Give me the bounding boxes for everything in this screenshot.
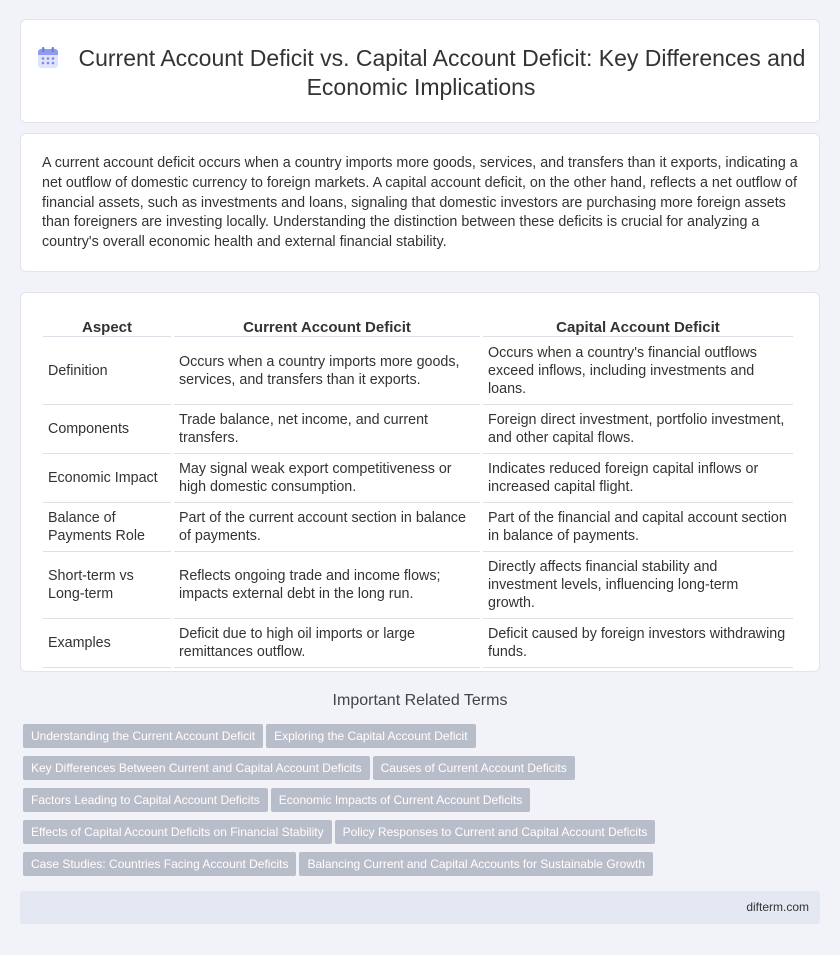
table-row bbox=[43, 454, 793, 503]
cell-aspect: Components bbox=[43, 405, 171, 454]
cell-aspect: Balance of Payments Role bbox=[43, 503, 171, 552]
cell-capital: Occurs when a country's financial outflows exceed inflows, including investments and loans. bbox=[483, 337, 793, 405]
related-term-tag[interactable]: Policy Responses to Current and Capital Account Deficits bbox=[335, 820, 656, 844]
table-header-row bbox=[43, 315, 793, 337]
table-row bbox=[43, 405, 793, 454]
header-capital-account: Capital Account Deficit bbox=[483, 315, 793, 337]
table-row bbox=[43, 619, 793, 668]
header-current-account: Current Account Deficit bbox=[174, 315, 480, 337]
tag-row bbox=[23, 724, 823, 756]
page-title bbox=[21, 44, 821, 102]
cell-aspect: Definition bbox=[43, 337, 171, 405]
tag-row bbox=[23, 756, 823, 788]
footer bbox=[20, 891, 820, 924]
page-title-text: Current Account Deficit vs. Capital Account Deficit: Key Differences and Economic Implications bbox=[78, 45, 806, 100]
calendar-icon bbox=[37, 47, 59, 69]
cell-current: Part of the current account section in balance of payments. bbox=[174, 503, 480, 552]
cell-capital: Part of the financial and capital account section in balance of payments. bbox=[483, 503, 793, 552]
cell-current: Trade balance, net income, and current transfers. bbox=[174, 405, 480, 454]
tag-row bbox=[23, 788, 823, 820]
header-aspect: Aspect bbox=[43, 315, 171, 337]
cell-current: Deficit due to high oil imports or large remittances outflow. bbox=[174, 619, 480, 668]
footer-site-link[interactable]: difterm.com bbox=[746, 900, 809, 914]
related-term-tag[interactable]: Balancing Current and Capital Accounts for Sustainable Growth bbox=[299, 852, 653, 876]
related-term-tag[interactable]: Effects of Capital Account Deficits on Financial Stability bbox=[23, 820, 332, 844]
comparison-table bbox=[40, 315, 796, 668]
related-term-tag[interactable]: Key Differences Between Current and Capital Account Deficits bbox=[23, 756, 370, 780]
comparison-card bbox=[20, 292, 820, 672]
cell-aspect: Economic Impact bbox=[43, 454, 171, 503]
cell-aspect: Examples bbox=[43, 619, 171, 668]
related-terms-title: Important Related Terms bbox=[332, 692, 508, 709]
table-row bbox=[43, 503, 793, 552]
cell-aspect: Short-term vs Long-term bbox=[43, 552, 171, 619]
cell-current: Occurs when a country imports more goods, services, and transfers than it exports. bbox=[174, 337, 480, 405]
cell-current: May signal weak export competitiveness or high domestic consumption. bbox=[174, 454, 480, 503]
cell-capital: Deficit caused by foreign investors withdrawing funds. bbox=[483, 619, 793, 668]
related-term-tag[interactable]: Case Studies: Countries Facing Account Deficits bbox=[23, 852, 296, 876]
title-wrap bbox=[21, 44, 821, 102]
intro-paragraph: A current account deficit occurs when a country imports more goods, services, and transfers than it exports, indicating a net outflow of domestic currency to foreign markets. A capital account deficit, on the other hand, reflects a net outflow of financial assets, such as investments and loans, signaling that domestic investors are purchasing more foreign assets than foreigners are investing locally. Understanding the distinction between these deficits is crucial for analyzing a country's overall economic health and external financial stability. bbox=[42, 155, 798, 251]
tag-row bbox=[23, 820, 823, 852]
intro-card bbox=[20, 133, 820, 272]
related-term-tag[interactable]: Economic Impacts of Current Account Deficits bbox=[271, 788, 530, 812]
table-row bbox=[43, 552, 793, 619]
table-row bbox=[43, 337, 793, 405]
related-terms-list bbox=[23, 724, 823, 884]
related-term-tag[interactable]: Factors Leading to Capital Account Deficits bbox=[23, 788, 268, 812]
cell-capital: Foreign direct investment, portfolio investment, and other capital flows. bbox=[483, 405, 793, 454]
cell-capital: Directly affects financial stability and investment levels, influencing long-term growth. bbox=[483, 552, 793, 619]
cell-capital: Indicates reduced foreign capital inflows or increased capital flight. bbox=[483, 454, 793, 503]
header-card bbox=[20, 19, 820, 123]
cell-current: Reflects ongoing trade and income flows; impacts external debt in the long run. bbox=[174, 552, 480, 619]
related-term-tag[interactable]: Exploring the Capital Account Deficit bbox=[266, 724, 475, 748]
related-term-tag[interactable]: Causes of Current Account Deficits bbox=[373, 756, 575, 780]
related-term-tag[interactable]: Understanding the Current Account Deficit bbox=[23, 724, 263, 748]
tag-row bbox=[23, 852, 823, 884]
